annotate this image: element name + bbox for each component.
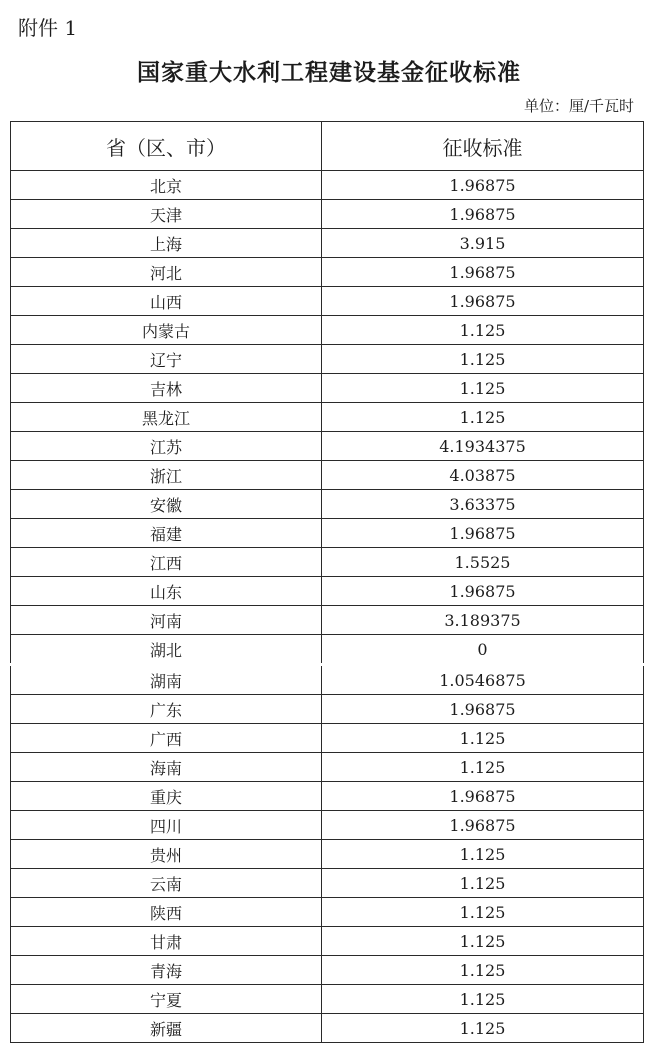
region-cell: 内蒙古 xyxy=(11,316,322,345)
rate-cell: 4.03875 xyxy=(322,461,644,490)
table-row xyxy=(11,519,644,548)
table-row xyxy=(11,927,644,956)
rate-cell: 3.63375 xyxy=(322,490,644,519)
region-cell: 重庆 xyxy=(11,782,322,811)
rate-cell: 1.125 xyxy=(322,927,644,956)
table-row xyxy=(11,724,644,753)
rate-cell: 1.125 xyxy=(322,724,644,753)
table-row xyxy=(11,1014,644,1043)
region-cell: 浙江 xyxy=(11,461,322,490)
region-cell: 贵州 xyxy=(11,840,322,869)
table-row xyxy=(11,200,644,229)
region-cell: 广西 xyxy=(11,724,322,753)
rate-cell: 1.125 xyxy=(322,956,644,985)
rate-cell: 3.189375 xyxy=(322,606,644,635)
region-cell: 新疆 xyxy=(11,1014,322,1043)
annex-label: 附件 1 xyxy=(18,16,78,40)
region-cell: 湖南 xyxy=(11,665,322,695)
region-cell: 安徽 xyxy=(11,490,322,519)
table-row xyxy=(11,753,644,782)
table-row xyxy=(11,898,644,927)
region-cell: 吉林 xyxy=(11,374,322,403)
region-cell: 江苏 xyxy=(11,432,322,461)
rate-cell: 1.125 xyxy=(322,985,644,1014)
rate-cell: 1.125 xyxy=(322,374,644,403)
region-cell: 江西 xyxy=(11,548,322,577)
rate-cell: 1.5525 xyxy=(322,548,644,577)
rate-table-container xyxy=(10,121,643,1043)
region-cell: 河北 xyxy=(11,258,322,287)
table-row xyxy=(11,490,644,519)
table-row xyxy=(11,695,644,724)
region-cell: 北京 xyxy=(11,171,322,200)
region-cell: 青海 xyxy=(11,956,322,985)
rate-cell: 1.96875 xyxy=(322,258,644,287)
unit-label: 单位：厘/千瓦时 xyxy=(523,97,634,115)
table-row xyxy=(11,548,644,577)
region-cell: 山东 xyxy=(11,577,322,606)
table-row xyxy=(11,985,644,1014)
rate-cell: 1.96875 xyxy=(322,519,644,548)
rate-cell: 1.96875 xyxy=(322,811,644,840)
rate-cell: 1.125 xyxy=(322,840,644,869)
region-cell: 云南 xyxy=(11,869,322,898)
region-cell: 湖北 xyxy=(11,635,322,665)
rate-cell: 1.125 xyxy=(322,1014,644,1043)
rate-cell: 1.125 xyxy=(322,316,644,345)
header-region: 省（区、市） xyxy=(11,122,322,171)
table-row xyxy=(11,316,644,345)
region-cell: 上海 xyxy=(11,229,322,258)
rate-cell: 1.125 xyxy=(322,403,644,432)
table-row xyxy=(11,665,644,695)
rate-cell: 1.125 xyxy=(322,345,644,374)
region-cell: 四川 xyxy=(11,811,322,840)
region-cell: 天津 xyxy=(11,200,322,229)
table-row xyxy=(11,606,644,635)
rate-cell: 1.125 xyxy=(322,898,644,927)
table-row xyxy=(11,345,644,374)
table-row xyxy=(11,869,644,898)
table-row xyxy=(11,258,644,287)
table-row xyxy=(11,287,644,316)
table-row xyxy=(11,374,644,403)
table-row xyxy=(11,577,644,606)
table-row xyxy=(11,635,644,665)
table-body xyxy=(11,171,644,1043)
region-cell: 广东 xyxy=(11,695,322,724)
region-cell: 河南 xyxy=(11,606,322,635)
rate-cell: 1.96875 xyxy=(322,577,644,606)
region-cell: 陕西 xyxy=(11,898,322,927)
rate-cell: 1.125 xyxy=(322,869,644,898)
table-row xyxy=(11,782,644,811)
rate-cell: 1.96875 xyxy=(322,782,644,811)
table-header-row xyxy=(11,122,644,171)
table-row xyxy=(11,403,644,432)
table-row xyxy=(11,171,644,200)
rate-cell: 1.96875 xyxy=(322,171,644,200)
region-cell: 辽宁 xyxy=(11,345,322,374)
region-cell: 海南 xyxy=(11,753,322,782)
rate-cell: 3.915 xyxy=(322,229,644,258)
rate-table xyxy=(10,121,644,1043)
table-row xyxy=(11,229,644,258)
region-cell: 山西 xyxy=(11,287,322,316)
table-row xyxy=(11,432,644,461)
rate-cell: 1.96875 xyxy=(322,200,644,229)
region-cell: 甘肃 xyxy=(11,927,322,956)
rate-cell: 1.125 xyxy=(322,753,644,782)
region-cell: 宁夏 xyxy=(11,985,322,1014)
table-row xyxy=(11,461,644,490)
table-row xyxy=(11,840,644,869)
rate-cell: 1.0546875 xyxy=(322,665,644,695)
region-cell: 黑龙江 xyxy=(11,403,322,432)
rate-cell: 1.96875 xyxy=(322,695,644,724)
table-row xyxy=(11,956,644,985)
region-cell: 福建 xyxy=(11,519,322,548)
page-title: 国家重大水利工程建设基金征收标准 xyxy=(137,59,521,86)
rate-cell: 1.96875 xyxy=(322,287,644,316)
header-rate: 征收标准 xyxy=(322,122,644,171)
rate-cell: 0 xyxy=(322,635,644,665)
rate-cell: 4.1934375 xyxy=(322,432,644,461)
table-row xyxy=(11,811,644,840)
